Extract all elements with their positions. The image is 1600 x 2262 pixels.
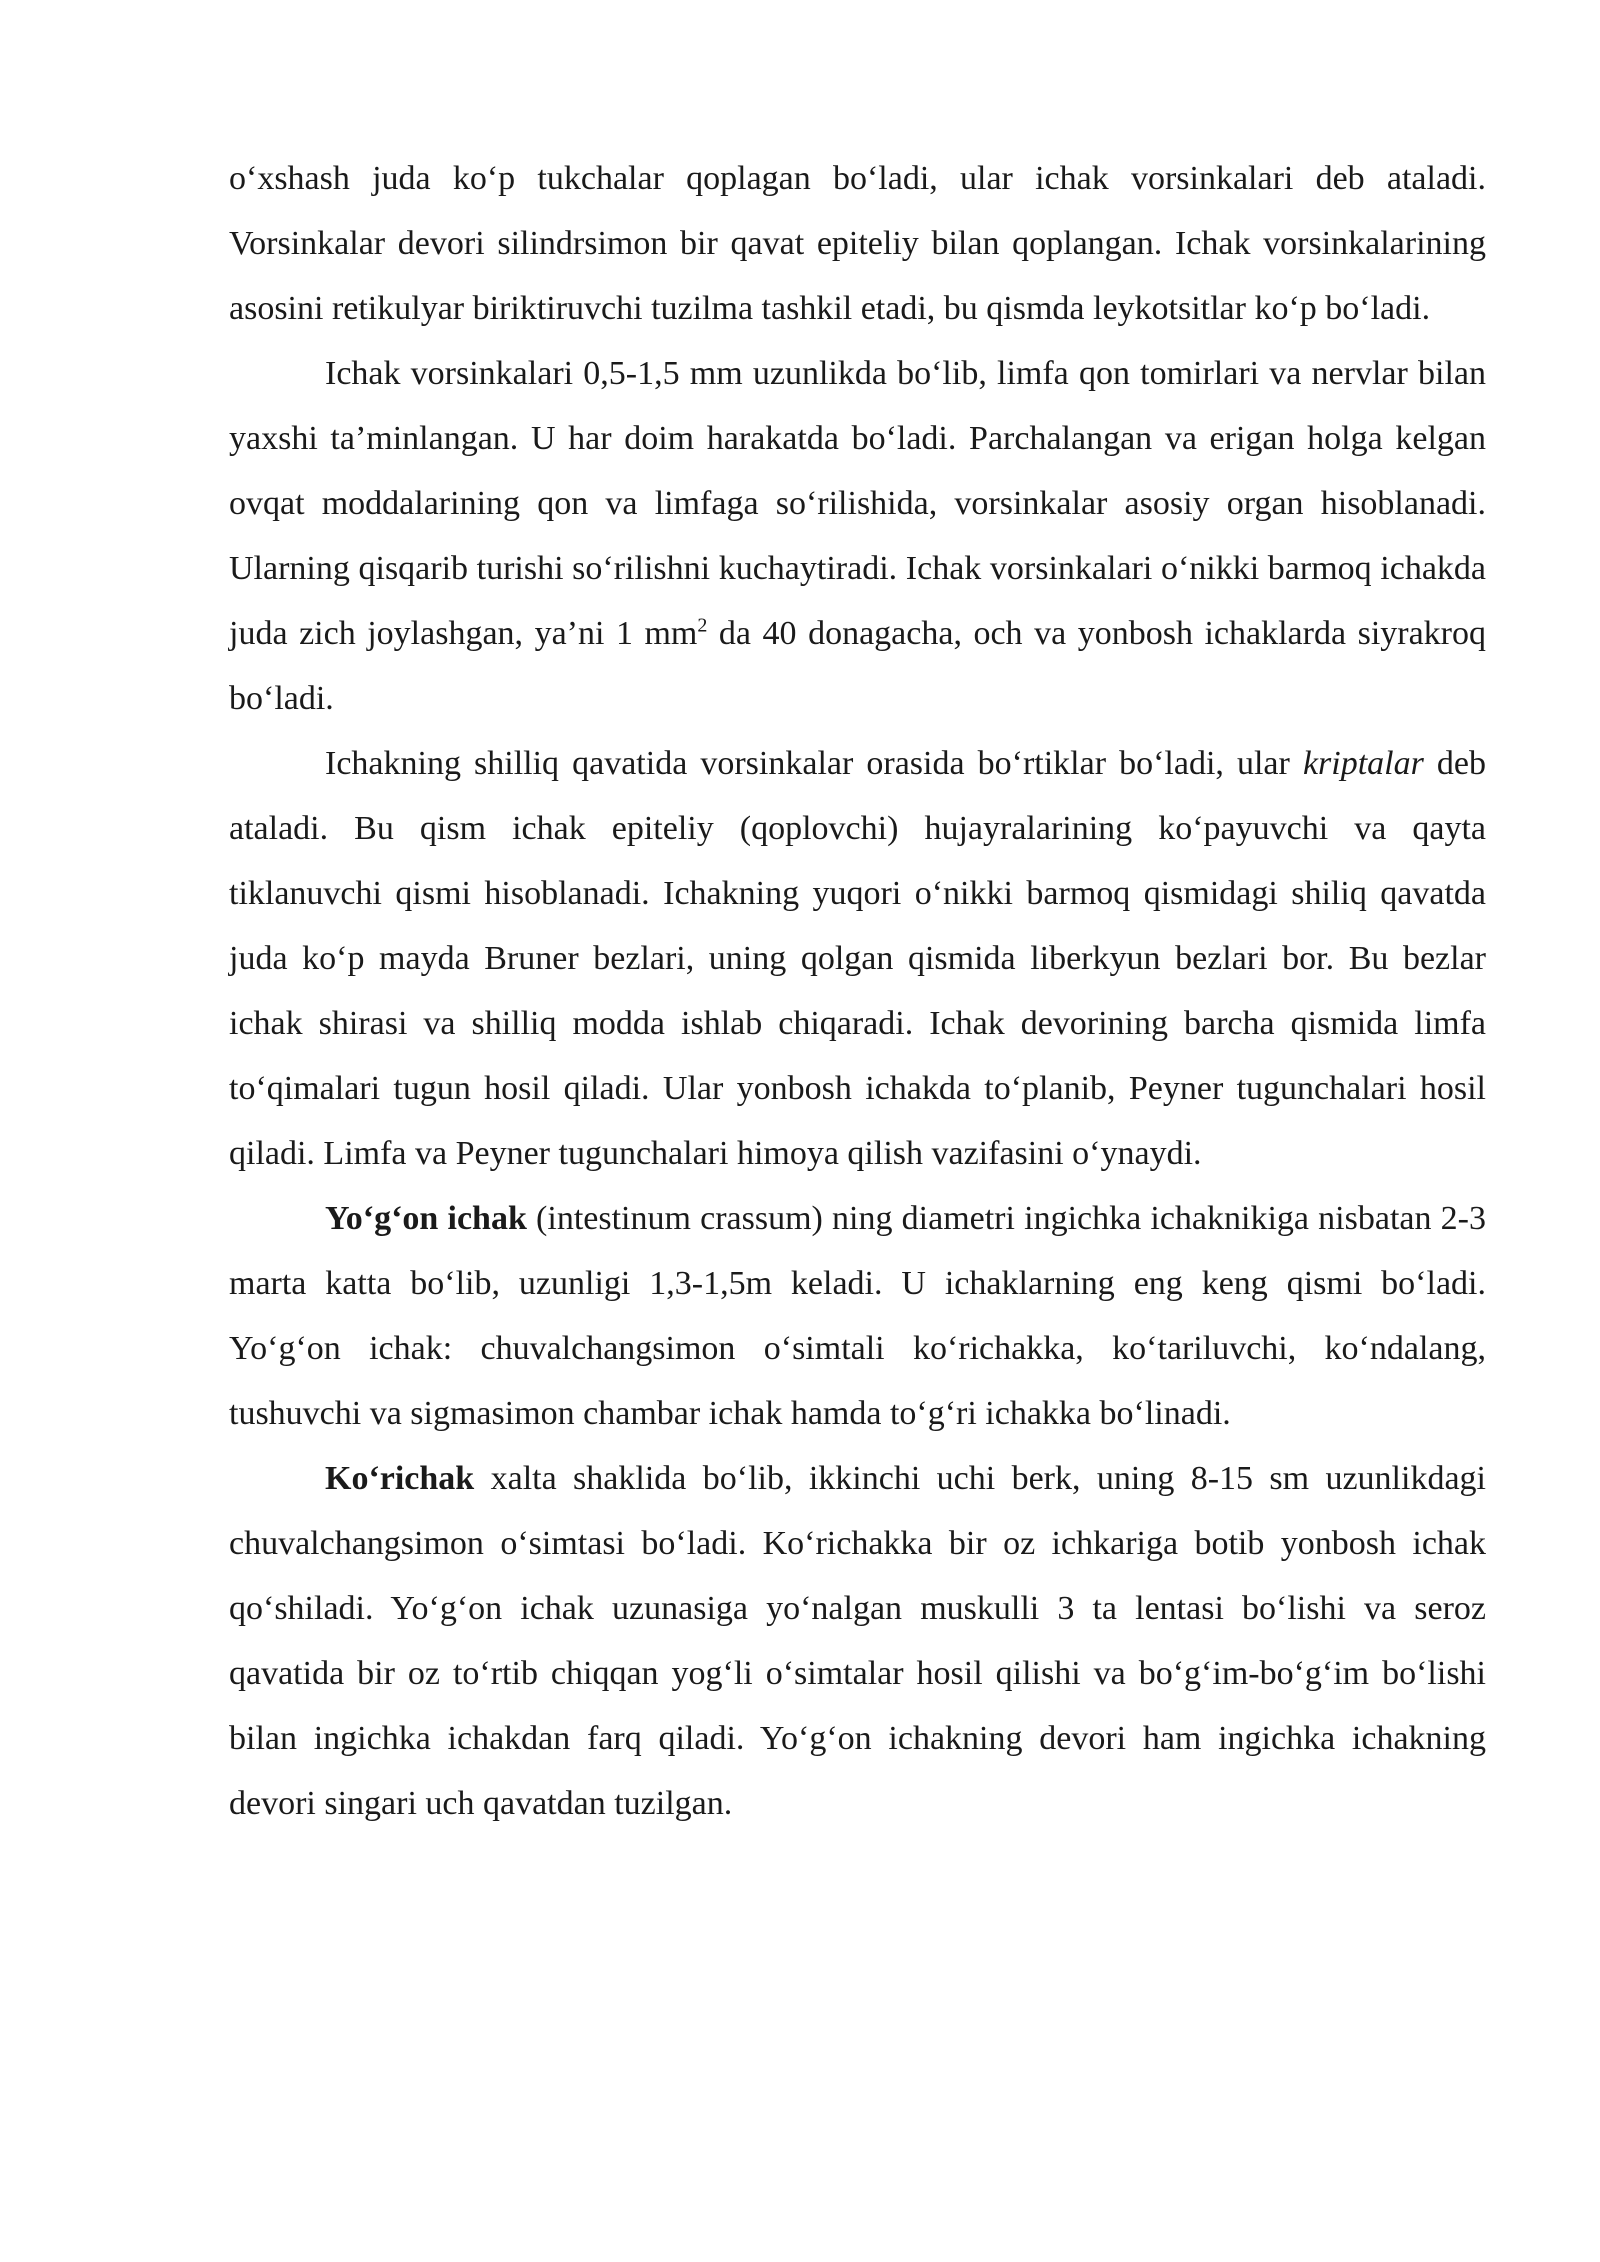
paragraph-3: [229, 731, 1486, 1186]
paragraph-1: o‘xshash juda ko‘p tukchalar qoplagan bo‘ladi, ular ichak vorsinkalari deb ataladi. Vorsinkalar devori silindrsimon bir qavat epiteliy bilan qoplangan. Ichak vorsinkalarining asosini retikulyar biriktiruvchi tuzilma tashkil etadi, bu qismda leykotsitlar ko‘p bo‘ladi.: [229, 160, 1486, 327]
paragraph-4: [229, 1186, 1486, 1446]
paragraph-4-text: (intestinum crassum) ning diametri ingichka ichaknikiga nisbatan 2-3 marta katta bo‘lib, uzunligi 1,3-1,5m keladi. U ichaklarning eng keng qismi bo‘ladi. Yo‘g‘on ichak: chuvalchangsimon o‘simtali ko‘richakka, ko‘tariluvchi, ko‘ndalang, tushuvchi va sigmasimon chambar ichak hamda to‘g‘ri ichakka bo‘linadi.: [229, 1200, 1486, 1432]
italic-term-kriptalar: kriptalar: [1302, 745, 1424, 782]
superscript-2: 2: [697, 614, 708, 637]
paragraph-5: [229, 1446, 1486, 1836]
paragraph-5-text: xalta shaklida bo‘lib, ikkinchi uchi berk, uning 8-15 sm uzunlikdagi chuvalchangsimon o‘simtasi bo‘ladi. Ko‘richakka bir oz ichkariga botib yonbosh ichak qo‘shiladi. Yo‘g‘on ichak uzunasiga yo‘nalgan muskulli 3 ta lentasi bo‘lishi va seroz qavatida bir oz to‘rtib chiqqan yog‘li o‘simtalar hosil qilishi va bo‘g‘im-bo‘g‘im bo‘lishi bilan ingichka ichakdan farq qiladi. Yo‘g‘on ichakning devori ham ingichka ichakning devori singari uch qavatdan tuzilgan.: [229, 1460, 1486, 1822]
bold-term-yogon-ichak: Yo‘g‘on ichak: [325, 1200, 527, 1237]
paragraph-3-text-rest: deb ataladi. Bu qism ichak epiteliy (qoplovchi) hujayralarining ko‘payuvchi va qayta tiklanuvchi qismi hisoblanadi. Ichakning yuqori o‘nikki barmoq qismidagi shiliq qavatda juda ko‘p mayda Bruner bezlari, uning qolgan qismida liberkyun bezlari bor. Bu bezlar ichak shirasi va shilliq modda ishlab chiqaradi. Ichak devorining barcha qismida limfa to‘qimalari tugun hosil qiladi. Ular yonbosh ichakda to‘planib, Peyner tugunchalari hosil qiladi. Limfa va Peyner tugunchalari himoya qilish vazifasini o‘ynaydi.: [229, 745, 1487, 1172]
paragraph-2-text-end: da 40 donagacha, och va yonbosh ichaklarda siyrakroq bo‘ladi.: [229, 615, 1486, 717]
paragraph-2: [229, 341, 1486, 731]
document-page: [229, 146, 1486, 1836]
paragraph-2-text: Ichak vorsinkalari 0,5-1,5 mm uzunlikda bo‘lib, limfa qon tomirlari va nervlar bilan yaxshi ta’minlangan. U har doim harakatda bo‘ladi. Parchalangan va erigan holga kelgan ovqat moddalarining qon va limfaga so‘rilishida, vorsinkalar asosiy organ hisoblanadi. Ularning qisqarib turishi so‘rilishni kuchaytiradi. Ichak vorsinkalari o‘nikki barmoq ichakda juda zich joylashgan, ya’ni 1 mm: [229, 355, 1486, 652]
paragraph-3-text-start: Ichakning shilliq qavatida vorsinkalar orasida bo‘rtiklar bo‘ladi, ular: [325, 745, 1303, 782]
bold-term-korichak: Ko‘richak: [325, 1460, 475, 1497]
